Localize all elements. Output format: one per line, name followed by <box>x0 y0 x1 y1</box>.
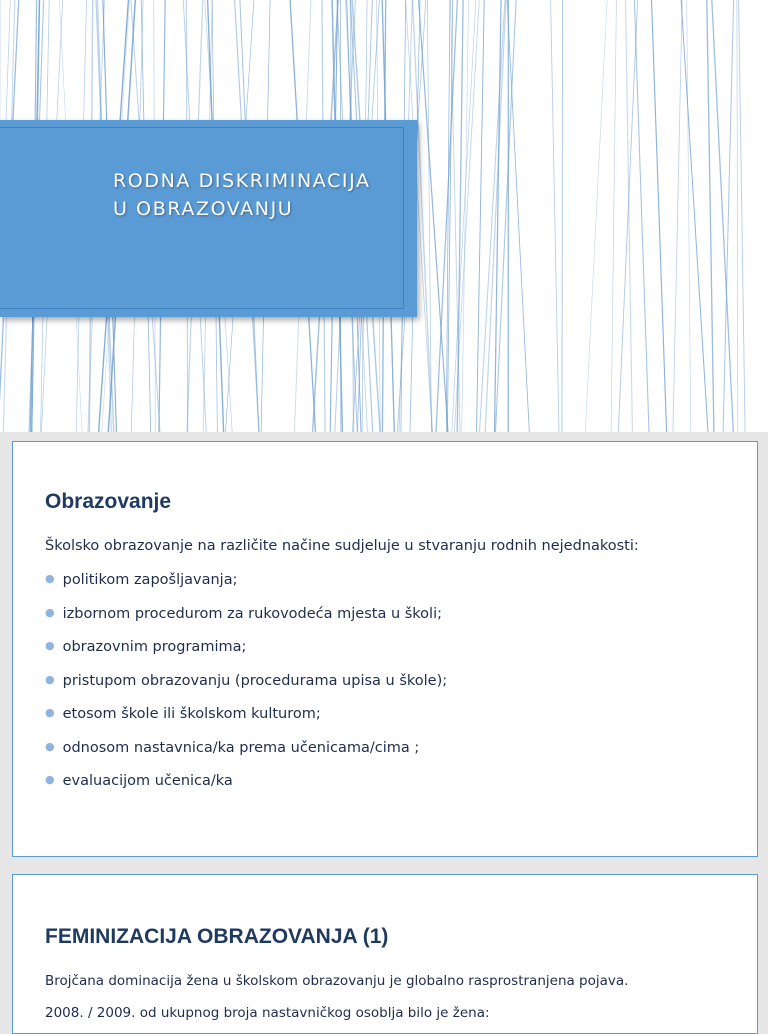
decorative-line <box>681 0 708 432</box>
title-line-2: U OBRAZOVANJU <box>113 195 413 223</box>
content-slide-feminizacija <box>12 874 758 1034</box>
list-item <box>45 740 447 774</box>
decorative-line <box>652 0 667 432</box>
bullet-list <box>45 572 447 807</box>
bullet-text: etosom škole ili školskom kulturom; <box>63 706 321 722</box>
paragraph: 2008. / 2009. od ukupnog broja nastavničkog osoblja bilo je žena: <box>45 1005 490 1021</box>
bullet-icon: ● <box>45 572 55 585</box>
decorative-line <box>611 0 616 432</box>
bullet-icon: ● <box>45 673 55 686</box>
decorative-line <box>496 0 517 432</box>
list-item <box>45 773 447 807</box>
decorative-line <box>712 0 734 432</box>
decorative-line <box>737 0 738 432</box>
intro-text: Školsko obrazovanje na različite načine sudjeluje u stvaranju rodnih nejednakosti: <box>45 538 639 554</box>
content-slide-obrazovanje <box>12 441 758 857</box>
paragraph: Brojčana dominacija žena u školskom obrazovanju je globalno rasprostranjena pojava. <box>45 973 628 989</box>
bullet-icon: ● <box>45 706 55 719</box>
decorative-line <box>707 0 714 432</box>
decorative-line <box>618 0 637 432</box>
title-line-1: RODNA DISKRIMINACIJA <box>113 167 413 195</box>
bullet-text: evaluacijom učenica/ka <box>63 773 233 789</box>
list-item <box>45 606 447 640</box>
bullet-icon: ● <box>45 639 55 652</box>
decorative-line <box>634 0 649 432</box>
list-item <box>45 639 447 673</box>
decorative-line <box>507 0 529 432</box>
slide-heading: FEMINIZACIJA OBRAZOVANJA (1) <box>45 925 388 949</box>
slide-heading: Obrazovanje <box>45 490 171 514</box>
list-item <box>45 673 447 707</box>
bullet-text: izbornom procedurom za rukovodeća mjesta u školi; <box>63 606 442 622</box>
decorative-line <box>723 0 734 432</box>
slide-title <box>113 167 413 223</box>
bullet-icon: ● <box>45 773 55 786</box>
bullet-icon: ● <box>45 740 55 753</box>
bullet-text: politikom zapošljavanja; <box>63 572 238 588</box>
decorative-line <box>626 0 633 432</box>
decorative-line <box>687 0 691 432</box>
bullet-icon: ● <box>45 606 55 619</box>
list-item <box>45 706 447 740</box>
bullet-text: pristupom obrazovanju (procedurama upisa u škole); <box>63 673 448 689</box>
list-item <box>45 572 447 606</box>
decorative-line <box>673 0 682 432</box>
decorative-line <box>739 0 746 432</box>
bullet-text: odnosom nastavnica/ka prema učenicama/cima ; <box>63 740 420 756</box>
decorative-line <box>551 0 559 432</box>
title-slide <box>0 0 768 432</box>
decorative-line <box>585 0 607 432</box>
decorative-line <box>562 0 563 432</box>
bullet-text: obrazovnim programima; <box>63 639 247 655</box>
